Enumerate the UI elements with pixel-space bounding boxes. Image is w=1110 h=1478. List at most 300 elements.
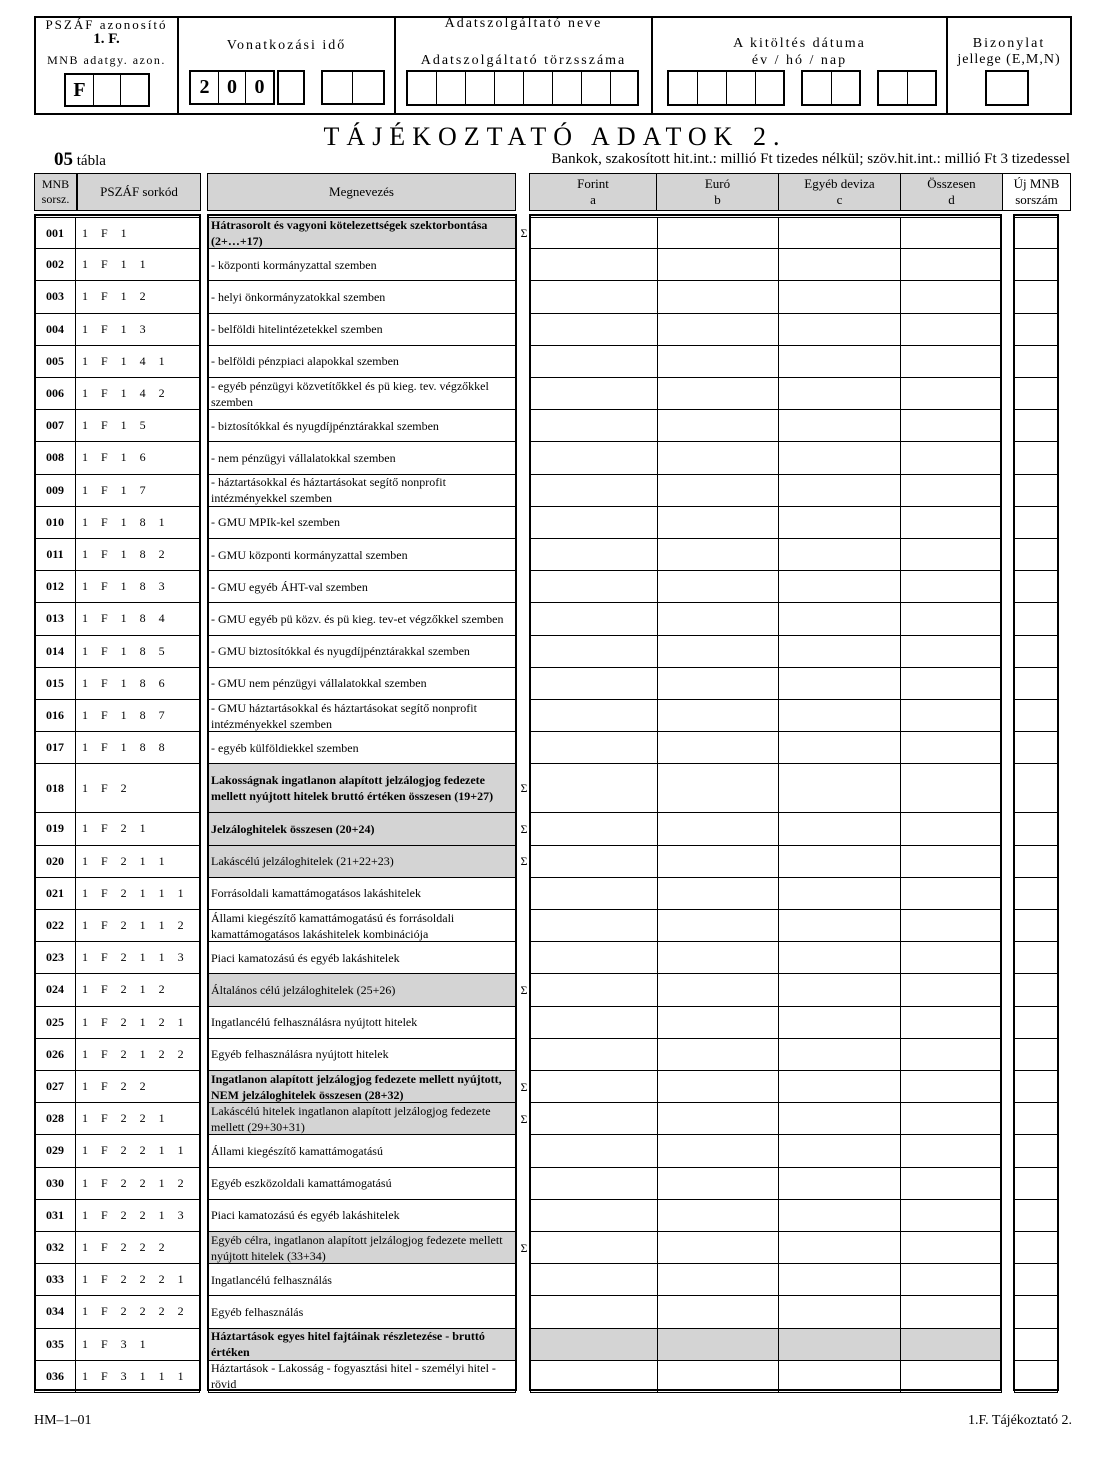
sum-marker: Σ xyxy=(520,225,528,240)
table-row xyxy=(34,346,1058,378)
euro-cell[interactable] xyxy=(658,1329,779,1361)
euro-cell[interactable] xyxy=(658,1071,779,1103)
other-currency-cell[interactable] xyxy=(779,217,901,249)
table-row xyxy=(34,764,1058,813)
euro-cell[interactable] xyxy=(658,410,779,442)
new-mnb-number-cell[interactable] xyxy=(1014,1329,1058,1361)
euro-cell[interactable] xyxy=(658,1232,779,1264)
forint-cell[interactable] xyxy=(530,636,658,668)
total-cell[interactable] xyxy=(901,378,1002,410)
total-cell[interactable] xyxy=(901,507,1002,539)
col-euro-header xyxy=(656,173,779,211)
date-digit-box[interactable] xyxy=(803,72,832,104)
other-currency-cell[interactable] xyxy=(779,249,901,281)
euro-cell[interactable] xyxy=(658,539,779,571)
other-currency-cell[interactable] xyxy=(779,910,901,942)
new-mnb-number-cell[interactable] xyxy=(1014,1264,1058,1296)
provider-id-box[interactable] xyxy=(408,72,437,104)
forint-cell[interactable] xyxy=(530,539,658,571)
forint-cell[interactable] xyxy=(530,1071,658,1103)
row-name: - GMU egyéb ÁHT-val szemben xyxy=(208,571,516,603)
new-mnb-number-cell[interactable] xyxy=(1014,974,1058,1006)
sum-marker: Σ xyxy=(520,1240,528,1255)
sum-marker: Σ xyxy=(520,854,528,869)
row-number: 036 xyxy=(34,1361,76,1393)
forint-cell[interactable] xyxy=(530,571,658,603)
row-number: 030 xyxy=(34,1168,76,1200)
total-cell[interactable] xyxy=(901,442,1002,474)
period-digit-box[interactable]: 2 xyxy=(191,72,219,103)
euro-cell[interactable] xyxy=(658,314,779,346)
row-number: 035 xyxy=(34,1329,76,1361)
other-currency-cell[interactable] xyxy=(779,974,901,1006)
total-cell[interactable] xyxy=(901,281,1002,313)
other-currency-cell[interactable] xyxy=(779,813,901,845)
sum-marker xyxy=(518,410,530,442)
other-currency-cell[interactable] xyxy=(779,1039,901,1071)
table-label xyxy=(54,149,106,171)
other-currency-cell[interactable] xyxy=(779,410,901,442)
forint-cell[interactable] xyxy=(530,249,658,281)
total-cell[interactable] xyxy=(901,1039,1002,1071)
other-currency-cell[interactable] xyxy=(779,764,901,813)
row-name: - központi kormányzattal szemben xyxy=(208,249,516,281)
table-row xyxy=(34,1103,1058,1135)
euro-cell[interactable] xyxy=(658,813,779,845)
row-code: 1 F 1 8 4 xyxy=(76,603,200,635)
total-cell[interactable] xyxy=(901,700,1002,732)
total-cell[interactable] xyxy=(901,346,1002,378)
new-mnb-number-cell[interactable] xyxy=(1014,636,1058,668)
forint-cell[interactable] xyxy=(530,603,658,635)
new-mnb-number-cell[interactable] xyxy=(1014,764,1058,813)
table-row xyxy=(34,1039,1058,1071)
forint-cell[interactable] xyxy=(530,1168,658,1200)
date-digit-box[interactable] xyxy=(669,72,698,104)
total-cell[interactable] xyxy=(901,1329,1002,1361)
sum-marker xyxy=(518,539,530,571)
provider-id-box[interactable] xyxy=(437,72,466,104)
table-row xyxy=(34,378,1058,410)
new-mnb-number-cell[interactable] xyxy=(1014,878,1058,910)
other-currency-cell[interactable] xyxy=(779,878,901,910)
row-name: - biztosítókkal és nyugdíjpénztárakkal szemben xyxy=(208,410,516,442)
row-number: 009 xyxy=(34,475,76,507)
euro-cell[interactable] xyxy=(658,281,779,313)
table-row xyxy=(34,1135,1058,1167)
forint-cell[interactable] xyxy=(530,1200,658,1232)
row-code: 1 F 2 1 1 xyxy=(76,846,200,878)
new-mnb-number-cell[interactable] xyxy=(1014,442,1058,474)
row-number: 027 xyxy=(34,1071,76,1103)
new-mnb-number-cell[interactable] xyxy=(1014,539,1058,571)
new-mnb-number-cell[interactable] xyxy=(1014,281,1058,313)
row-name: Lakáscélú jelzáloghitelek (21+22+23) xyxy=(208,846,516,878)
total-cell[interactable] xyxy=(901,910,1002,942)
euro-cell[interactable] xyxy=(658,668,779,700)
other-currency-cell[interactable] xyxy=(779,1264,901,1296)
pszaf-id-label: PSZÁF azonosító xyxy=(45,17,168,32)
forint-cell[interactable] xyxy=(530,281,658,313)
euro-cell[interactable] xyxy=(658,249,779,281)
new-mnb-number-cell[interactable] xyxy=(1014,732,1058,764)
forint-cell[interactable] xyxy=(530,1232,658,1264)
forint-cell[interactable] xyxy=(530,732,658,764)
total-cell[interactable] xyxy=(901,1135,1002,1167)
new-mnb-number-cell[interactable] xyxy=(1014,603,1058,635)
forint-cell[interactable] xyxy=(530,1039,658,1071)
euro-cell[interactable] xyxy=(658,878,779,910)
euro-cell[interactable] xyxy=(658,346,779,378)
new-mnb-number-cell[interactable] xyxy=(1014,475,1058,507)
forint-cell[interactable] xyxy=(530,910,658,942)
col-mnb-line1: MNB xyxy=(41,177,70,191)
new-mnb-number-cell[interactable] xyxy=(1014,249,1058,281)
doc-type-box xyxy=(985,70,1029,106)
col-new-line2: sorszám xyxy=(1015,192,1058,207)
other-currency-cell[interactable] xyxy=(779,1071,901,1103)
total-cell[interactable] xyxy=(901,1007,1002,1039)
euro-cell[interactable] xyxy=(658,846,779,878)
forint-cell[interactable] xyxy=(530,700,658,732)
other-currency-cell[interactable] xyxy=(779,846,901,878)
new-mnb-number-cell[interactable] xyxy=(1014,1135,1058,1167)
date-digit-box[interactable] xyxy=(908,72,935,104)
forint-cell[interactable] xyxy=(530,1103,658,1135)
date-digit-box[interactable] xyxy=(832,72,859,104)
col-pszaf-label: PSZÁF sorkód xyxy=(100,184,178,199)
euro-cell[interactable] xyxy=(658,764,779,813)
row-code: 1 F 1 6 xyxy=(76,442,200,474)
other-currency-cell[interactable] xyxy=(779,1232,901,1264)
sum-marker xyxy=(518,1296,530,1328)
total-cell[interactable] xyxy=(901,764,1002,813)
table-row xyxy=(34,1168,1058,1200)
mnb-id-box[interactable]: F xyxy=(66,75,94,105)
euro-cell[interactable] xyxy=(658,442,779,474)
row-code: 1 F 2 2 2 1 xyxy=(76,1264,200,1296)
row-number: 006 xyxy=(34,378,76,410)
forint-cell[interactable] xyxy=(530,378,658,410)
row-name: Általános célú jelzáloghitelek (25+26) xyxy=(208,974,516,1006)
new-mnb-number-cell[interactable] xyxy=(1014,378,1058,410)
form-header xyxy=(34,16,1072,115)
other-currency-cell[interactable] xyxy=(779,700,901,732)
new-mnb-number-cell[interactable] xyxy=(1014,1039,1058,1071)
euro-cell[interactable] xyxy=(658,378,779,410)
forint-cell[interactable] xyxy=(530,507,658,539)
euro-cell[interactable] xyxy=(658,1039,779,1071)
total-cell[interactable] xyxy=(901,974,1002,1006)
forint-cell[interactable] xyxy=(530,974,658,1006)
provider-id-box[interactable] xyxy=(495,72,524,104)
other-currency-cell[interactable] xyxy=(779,281,901,313)
row-number: 029 xyxy=(34,1135,76,1167)
total-cell[interactable] xyxy=(901,1200,1002,1232)
row-number: 016 xyxy=(34,700,76,732)
row-number: 010 xyxy=(34,507,76,539)
total-cell[interactable] xyxy=(901,878,1002,910)
sum-marker xyxy=(518,1007,530,1039)
euro-cell[interactable] xyxy=(658,1361,779,1393)
other-currency-cell[interactable] xyxy=(779,475,901,507)
total-cell[interactable] xyxy=(901,314,1002,346)
new-mnb-number-cell[interactable] xyxy=(1014,700,1058,732)
new-mnb-number-cell[interactable] xyxy=(1014,1103,1058,1135)
mnb-id-box[interactable] xyxy=(94,75,121,105)
period-digit-box[interactable] xyxy=(279,72,303,103)
total-cell[interactable] xyxy=(901,942,1002,974)
row-name: Állami kiegészítő kamattámogatású és forrásoldali kamattámogatásos lakáshitelek kombinációja xyxy=(208,910,516,942)
date-digit-box[interactable] xyxy=(756,72,783,104)
table-row xyxy=(34,1007,1058,1039)
sum-marker xyxy=(518,1200,530,1232)
euro-cell[interactable] xyxy=(658,1168,779,1200)
forint-cell[interactable] xyxy=(530,314,658,346)
new-mnb-number-cell[interactable] xyxy=(1014,668,1058,700)
euro-cell[interactable] xyxy=(658,974,779,1006)
new-mnb-number-cell[interactable] xyxy=(1014,846,1058,878)
sum-marker: Σ xyxy=(520,1111,528,1126)
total-cell[interactable] xyxy=(901,668,1002,700)
col-new-header xyxy=(1002,173,1071,211)
new-mnb-number-cell[interactable] xyxy=(1014,507,1058,539)
row-code: 1 F 2 2 1 3 xyxy=(76,1200,200,1232)
new-mnb-number-cell[interactable] xyxy=(1014,217,1058,249)
other-currency-cell[interactable] xyxy=(779,507,901,539)
sum-marker xyxy=(518,571,530,603)
forint-cell[interactable] xyxy=(530,878,658,910)
sum-marker xyxy=(518,314,530,346)
other-currency-cell[interactable] xyxy=(779,1103,901,1135)
other-currency-cell[interactable] xyxy=(779,539,901,571)
other-currency-cell[interactable] xyxy=(779,378,901,410)
euro-cell[interactable] xyxy=(658,1264,779,1296)
provider-id-box[interactable] xyxy=(524,72,553,104)
date-digit-box[interactable] xyxy=(727,72,756,104)
fill-date-day-boxes xyxy=(877,70,937,106)
other-currency-cell[interactable] xyxy=(779,1200,901,1232)
euro-cell[interactable] xyxy=(658,475,779,507)
sum-marker xyxy=(518,700,530,732)
euro-cell[interactable] xyxy=(658,910,779,942)
other-currency-cell[interactable] xyxy=(779,442,901,474)
total-cell[interactable] xyxy=(901,1103,1002,1135)
other-currency-cell[interactable] xyxy=(779,1168,901,1200)
col-euro-label: Euró xyxy=(704,176,731,191)
table-row xyxy=(34,1071,1058,1103)
euro-cell[interactable] xyxy=(658,1296,779,1328)
forint-cell[interactable] xyxy=(530,668,658,700)
date-digit-box[interactable] xyxy=(879,72,908,104)
euro-cell[interactable] xyxy=(658,1007,779,1039)
table-row xyxy=(34,410,1058,442)
total-cell[interactable] xyxy=(901,217,1002,249)
euro-cell[interactable] xyxy=(658,507,779,539)
total-cell[interactable] xyxy=(901,571,1002,603)
new-mnb-number-cell[interactable] xyxy=(1014,1200,1058,1232)
euro-cell[interactable] xyxy=(658,732,779,764)
forint-cell[interactable] xyxy=(530,346,658,378)
forint-cell[interactable] xyxy=(530,813,658,845)
new-mnb-number-cell[interactable] xyxy=(1014,346,1058,378)
total-cell[interactable] xyxy=(901,732,1002,764)
col-name-label: Megnevezés xyxy=(329,184,394,199)
euro-cell[interactable] xyxy=(658,1103,779,1135)
new-mnb-number-cell[interactable] xyxy=(1014,1007,1058,1039)
other-currency-cell[interactable] xyxy=(779,1329,901,1361)
total-cell[interactable] xyxy=(901,1071,1002,1103)
other-currency-cell[interactable] xyxy=(779,603,901,635)
doc-type-input-box[interactable] xyxy=(987,72,1027,104)
row-code: 1 F 2 1 2 1 xyxy=(76,1007,200,1039)
total-cell[interactable] xyxy=(901,1296,1002,1328)
row-number: 003 xyxy=(34,281,76,313)
forint-cell[interactable] xyxy=(530,764,658,813)
total-cell[interactable] xyxy=(901,475,1002,507)
forint-cell[interactable] xyxy=(530,1007,658,1039)
forint-cell[interactable] xyxy=(530,1329,658,1361)
sum-marker xyxy=(518,475,530,507)
date-digit-box[interactable] xyxy=(698,72,727,104)
row-name: Egyéb felhasználásra nyújtott hitelek xyxy=(208,1039,516,1071)
other-currency-cell[interactable] xyxy=(779,668,901,700)
total-cell[interactable] xyxy=(901,1168,1002,1200)
pszaf-code: 1. F. xyxy=(93,31,120,47)
total-cell[interactable] xyxy=(901,410,1002,442)
sum-marker: Σ xyxy=(520,781,528,796)
other-currency-cell[interactable] xyxy=(779,1296,901,1328)
table-row xyxy=(34,846,1058,878)
other-currency-cell[interactable] xyxy=(779,1361,901,1393)
forint-cell[interactable] xyxy=(530,1135,658,1167)
total-cell[interactable] xyxy=(901,636,1002,668)
new-mnb-number-cell[interactable] xyxy=(1014,1232,1058,1264)
euro-cell[interactable] xyxy=(658,571,779,603)
other-currency-cell[interactable] xyxy=(779,942,901,974)
row-name: Egyéb célra, ingatlanon alapított jelzálogjog fedezete mellett nyújtott hitelek (33+34) xyxy=(208,1232,516,1264)
row-name: - helyi önkormányzatokkal szemben xyxy=(208,281,516,313)
page-title: TÁJÉKOZTATÓ ADATOK 2. xyxy=(323,122,787,151)
table-row xyxy=(34,636,1058,668)
col-mnb-header xyxy=(34,173,77,211)
row-name: Lakosságnak ingatlanon alapított jelzálogjog fedezete mellett nyújtott hitelek bruttó értéken összesen (19+27) xyxy=(208,764,516,813)
forint-cell[interactable] xyxy=(530,1264,658,1296)
total-cell[interactable] xyxy=(901,846,1002,878)
total-cell[interactable] xyxy=(901,539,1002,571)
period-digit-box[interactable] xyxy=(323,72,353,103)
total-cell[interactable] xyxy=(901,1264,1002,1296)
new-mnb-number-cell[interactable] xyxy=(1014,571,1058,603)
provider-id-box[interactable] xyxy=(553,72,582,104)
new-mnb-number-cell[interactable] xyxy=(1014,410,1058,442)
mnb-id-boxes xyxy=(64,73,150,107)
period-digit-box[interactable] xyxy=(353,72,383,103)
other-currency-cell[interactable] xyxy=(779,1007,901,1039)
total-cell[interactable] xyxy=(901,603,1002,635)
new-mnb-number-cell[interactable] xyxy=(1014,1168,1058,1200)
provider-id-box[interactable] xyxy=(582,72,611,104)
mnb-data-label: MNB adatgy. azon. xyxy=(47,53,166,67)
euro-cell[interactable] xyxy=(658,217,779,249)
euro-cell[interactable] xyxy=(658,1200,779,1232)
provider-id-box[interactable] xyxy=(466,72,495,104)
total-cell[interactable] xyxy=(901,1232,1002,1264)
table-row xyxy=(34,1329,1058,1361)
new-mnb-number-cell[interactable] xyxy=(1014,1296,1058,1328)
provider-id-box[interactable] xyxy=(611,72,637,104)
table-row xyxy=(34,539,1058,571)
other-currency-cell[interactable] xyxy=(779,1135,901,1167)
euro-cell[interactable] xyxy=(658,700,779,732)
new-mnb-number-cell[interactable] xyxy=(1014,942,1058,974)
new-mnb-number-cell[interactable] xyxy=(1014,813,1058,845)
forint-cell[interactable] xyxy=(530,1296,658,1328)
period-year-boxes xyxy=(189,70,275,105)
new-mnb-number-cell[interactable] xyxy=(1014,314,1058,346)
col-other-letter: c xyxy=(836,192,843,207)
other-currency-cell[interactable] xyxy=(779,732,901,764)
table-row xyxy=(34,603,1058,635)
table-row xyxy=(34,1264,1058,1296)
total-cell[interactable] xyxy=(901,813,1002,845)
forint-cell[interactable] xyxy=(530,217,658,249)
total-cell[interactable] xyxy=(901,249,1002,281)
euro-cell[interactable] xyxy=(658,636,779,668)
forint-cell[interactable] xyxy=(530,942,658,974)
sum-marker xyxy=(518,346,530,378)
table-row xyxy=(34,668,1058,700)
forint-cell[interactable] xyxy=(530,475,658,507)
period-digit-box[interactable]: 0 xyxy=(254,76,265,98)
forint-cell[interactable] xyxy=(530,846,658,878)
row-name: - GMU központi kormányzattal szemben xyxy=(208,539,516,571)
col-forint-letter: a xyxy=(590,192,596,207)
other-currency-cell[interactable] xyxy=(779,571,901,603)
row-code: 1 F 2 2 1 1 xyxy=(76,1135,200,1167)
table-row xyxy=(34,813,1058,845)
other-currency-cell[interactable] xyxy=(779,314,901,346)
row-number: 031 xyxy=(34,1200,76,1232)
euro-cell[interactable] xyxy=(658,1135,779,1167)
euro-cell[interactable] xyxy=(658,942,779,974)
other-currency-cell[interactable] xyxy=(779,346,901,378)
row-name: Piaci kamatozású és egyéb lakáshitelek xyxy=(208,942,516,974)
forint-cell[interactable] xyxy=(530,1361,658,1393)
sum-marker xyxy=(518,603,530,635)
row-code: 1 F 3 1 xyxy=(76,1329,200,1361)
other-currency-cell[interactable] xyxy=(779,636,901,668)
euro-cell[interactable] xyxy=(658,603,779,635)
period-month-boxes xyxy=(321,70,385,105)
period-label: Vonatkozási idő xyxy=(226,38,347,53)
sum-marker: Σ xyxy=(520,1079,528,1094)
period-digit-box[interactable]: 0 xyxy=(219,72,246,103)
total-cell[interactable] xyxy=(901,1361,1002,1393)
row-number: 028 xyxy=(34,1103,76,1135)
row-name: - háztartásokkal és háztartásokat segítő nonprofit intézményekkel szemben xyxy=(208,475,516,507)
new-mnb-number-cell[interactable] xyxy=(1014,1071,1058,1103)
forint-cell[interactable] xyxy=(530,410,658,442)
table-row xyxy=(34,910,1058,942)
mnb-id-box[interactable] xyxy=(121,75,148,105)
row-code: 1 F 2 xyxy=(76,764,200,813)
row-name: Hátrasorolt és vagyoni kötelezettségek szektorbontása (2+…+17) xyxy=(208,217,516,249)
forint-cell[interactable] xyxy=(530,442,658,474)
new-mnb-number-cell[interactable] xyxy=(1014,910,1058,942)
row-name: - egyéb pénzügyi közvetítőkkel és pü kieg. tev. végzőkkel szemben xyxy=(208,378,516,410)
new-mnb-number-cell[interactable] xyxy=(1014,1361,1058,1393)
